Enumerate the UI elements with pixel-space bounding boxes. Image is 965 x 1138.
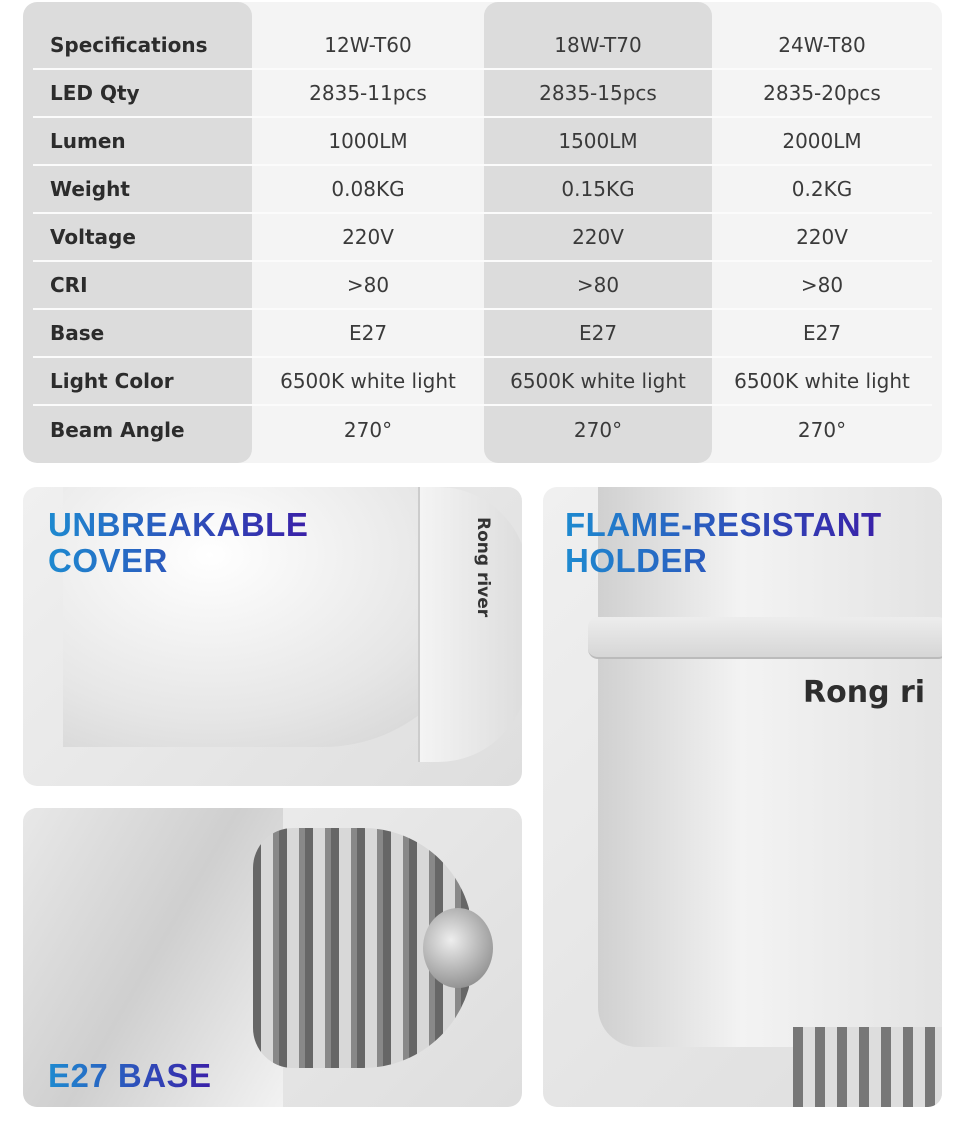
cell-value: 2835-15pcs [539,81,657,105]
cell-value: 2000LM [782,129,862,153]
cell-value: >80 [576,273,620,297]
bulb-collar-image [588,617,942,659]
holder-heading-line2: HOLDER [565,542,708,579]
spec-table [23,2,942,463]
row-label: Voltage [50,225,136,249]
cell-value: 6500K white light [734,369,910,393]
cell-value: 1500LM [558,129,638,153]
cell-value: >80 [346,273,390,297]
screw-base-image [793,1027,942,1107]
cell-value: 220V [796,225,848,249]
bulb-ring-image [418,487,522,762]
cell-value: 0.15KG [561,177,635,201]
cell-value: 18W-T70 [554,33,642,57]
spec-rows [33,22,932,454]
flame-resistant-holder-panel [543,487,942,1107]
table-row [33,118,932,166]
unbreakable-cover-panel [23,487,522,786]
cell-value: 6500K white light [280,369,456,393]
holder-heading-line1: FLAME-RESISTANT [565,506,882,543]
table-row [33,166,932,214]
screw-contact-image [423,908,493,988]
cell-value: >80 [800,273,844,297]
table-row [33,310,932,358]
cell-value: 0.2KG [791,177,853,201]
cell-value: 24W-T80 [778,33,866,57]
cell-value: 1000LM [328,129,408,153]
brand-logo: Rong ri [803,675,926,710]
row-label: Lumen [50,129,126,153]
table-row [33,262,932,310]
table-row [33,214,932,262]
holder-heading [565,507,882,579]
cell-value: 220V [342,225,394,249]
table-row [33,70,932,118]
row-label: Base [50,321,105,345]
cell-value: 6500K white light [510,369,686,393]
base-heading: E27 BASE [48,1057,212,1094]
cell-value: 270° [343,418,393,442]
e27-base-panel [23,808,522,1107]
cover-heading-line1: UNBREAKABLE [48,506,309,543]
table-row [33,406,932,454]
cell-value: 2835-20pcs [763,81,881,105]
cover-heading-line2: COVER [48,542,168,579]
row-label: Light Color [50,369,174,393]
cell-value: E27 [578,321,618,345]
row-label: Specifications [50,33,208,57]
table-row [33,358,932,406]
row-label: CRI [50,273,88,297]
cell-value: 2835-11pcs [309,81,427,105]
cell-value: 220V [572,225,624,249]
row-label: Beam Angle [50,418,185,442]
cell-value: 270° [573,418,623,442]
row-label: LED Qty [50,81,140,105]
cell-value: E27 [348,321,388,345]
table-row [33,22,932,70]
cell-value: 0.08KG [331,177,405,201]
cell-value: 12W-T60 [324,33,412,57]
cell-value: 270° [797,418,847,442]
cell-value: E27 [802,321,842,345]
row-label: Weight [50,177,130,201]
cover-heading [48,507,308,579]
brand-logo: Rong river [473,517,493,618]
